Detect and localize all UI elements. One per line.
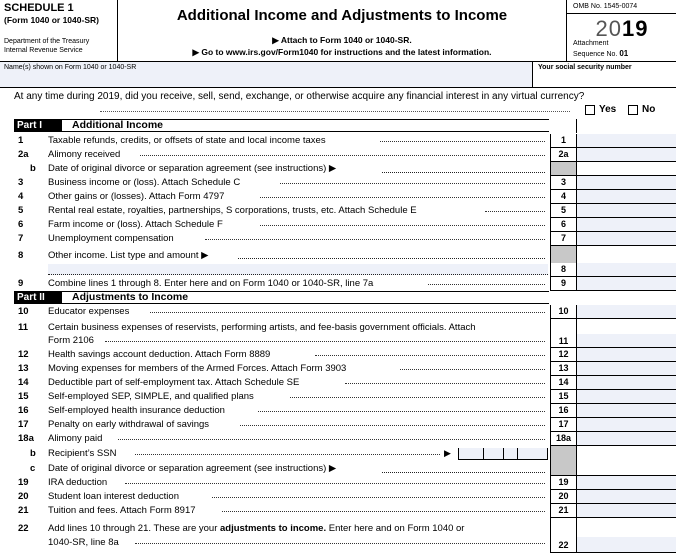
part-2-title: Adjustments to Income bbox=[72, 291, 189, 303]
schedule-id-block bbox=[0, 0, 118, 62]
line-10-amount[interactable] bbox=[576, 305, 676, 319]
schedule-subtitle: (Form 1040 or 1040-SR) bbox=[4, 15, 99, 25]
arrow-icon: ▶ bbox=[444, 448, 451, 458]
line-15 bbox=[0, 390, 676, 404]
leader-dots bbox=[260, 192, 545, 198]
blank-box bbox=[550, 518, 576, 537]
line-text bbox=[48, 523, 548, 535]
line-text-continued: Form 2106 bbox=[48, 335, 94, 346]
line-19 bbox=[0, 476, 676, 490]
ssn-label: Your social security number bbox=[538, 64, 632, 71]
line-box-label: 6 bbox=[550, 218, 576, 232]
leader-dots bbox=[345, 378, 545, 384]
line-number: b bbox=[30, 163, 36, 174]
divorce-date-input[interactable] bbox=[382, 165, 545, 173]
line-5-amount[interactable] bbox=[576, 204, 676, 218]
line-box-label: 17 bbox=[550, 418, 576, 432]
line-text: Educator expenses bbox=[48, 306, 130, 317]
line-21-amount[interactable] bbox=[576, 504, 676, 518]
line-box-label: 12 bbox=[550, 348, 576, 362]
omb-block bbox=[566, 0, 676, 62]
line-2a bbox=[0, 148, 676, 162]
line-number: 20 bbox=[18, 491, 29, 502]
line-4 bbox=[0, 190, 676, 204]
leader-dots bbox=[150, 307, 545, 313]
line-18a-amount[interactable] bbox=[576, 432, 676, 446]
omb-number: OMB No. 1545-0074 bbox=[567, 0, 676, 14]
line-22-amount[interactable] bbox=[576, 537, 676, 553]
blank-amount bbox=[576, 162, 676, 176]
line-text: Alimony received bbox=[48, 149, 121, 160]
leader-dots bbox=[485, 206, 545, 212]
line-7 bbox=[0, 232, 676, 246]
leader-dots bbox=[400, 364, 545, 370]
line-box-label: 19 bbox=[550, 476, 576, 490]
line-6 bbox=[0, 218, 676, 232]
blank-amount bbox=[576, 246, 676, 263]
leader-dots bbox=[260, 220, 545, 226]
line-text: Combine lines 1 through 8. Enter here and on Form 1040 or 1040-SR, line 7a bbox=[48, 278, 374, 289]
line-number: 9 bbox=[18, 278, 24, 289]
ssn-divider bbox=[483, 448, 484, 460]
line-number: 15 bbox=[18, 391, 29, 402]
line-6-amount[interactable] bbox=[576, 218, 676, 232]
no-label: No bbox=[642, 104, 656, 115]
line-text: Moving expenses for members of the Armed Forces. Attach Form 3903 bbox=[48, 363, 347, 374]
line-text: Taxable refunds, credits, or offsets of state and local income taxes bbox=[48, 135, 326, 146]
line-number: 17 bbox=[18, 419, 29, 430]
line-22-text-a: Add lines 10 through 21. These are your bbox=[48, 523, 218, 534]
line-20 bbox=[0, 490, 676, 504]
divorce-date-input-18c[interactable] bbox=[382, 465, 545, 473]
line-21 bbox=[0, 504, 676, 518]
line-number: 10 bbox=[18, 306, 29, 317]
line-box-label: 21 bbox=[550, 504, 576, 518]
title-block bbox=[118, 0, 566, 62]
line-number: 2a bbox=[18, 149, 29, 160]
leader-dots bbox=[280, 178, 545, 184]
line-9 bbox=[0, 277, 676, 291]
line-13-amount[interactable] bbox=[576, 362, 676, 376]
line-number: 16 bbox=[18, 405, 29, 416]
line-14 bbox=[0, 376, 676, 390]
ssn-divider bbox=[517, 448, 518, 460]
part-1-header bbox=[14, 119, 549, 132]
leader-dots bbox=[125, 478, 545, 484]
line-text-continued: 1040-SR, line 8a bbox=[48, 537, 119, 548]
line-16 bbox=[0, 404, 676, 418]
line-box-label: 5 bbox=[550, 204, 576, 218]
line-number: c bbox=[30, 463, 36, 474]
line-1-amount[interactable] bbox=[576, 134, 676, 148]
line-text: Certain business expenses of reservists, performing artists, and fee-basis government officials. Attach bbox=[48, 322, 476, 333]
leader-dots bbox=[135, 538, 545, 544]
line-text: Recipient’s SSN bbox=[48, 448, 117, 459]
tax-year-suffix: 19 bbox=[622, 16, 649, 41]
line-text: Date of original divorce or separation agreement (see instructions) ▶ bbox=[48, 463, 337, 474]
no-checkbox[interactable] bbox=[628, 105, 638, 115]
line-number: 11 bbox=[18, 322, 29, 333]
line-4-amount[interactable] bbox=[576, 190, 676, 204]
line-5 bbox=[0, 204, 676, 218]
line-number: 12 bbox=[18, 349, 29, 360]
line-number: 4 bbox=[18, 191, 24, 202]
line-17 bbox=[0, 418, 676, 432]
line-box-label: 20 bbox=[550, 490, 576, 504]
attachment-label: Attachment bbox=[573, 40, 609, 47]
line-number: 6 bbox=[18, 219, 24, 230]
shaded-box bbox=[550, 246, 576, 263]
leader-dots bbox=[380, 136, 545, 142]
line-box-label: 8 bbox=[550, 263, 576, 277]
line-18c bbox=[0, 462, 676, 476]
line-1 bbox=[0, 134, 676, 148]
line-text: Other income. List type and amount ▶ bbox=[48, 250, 209, 261]
department-line: Department of the Treasury bbox=[4, 38, 90, 45]
line-number: b bbox=[30, 448, 36, 459]
attach-instruction: ▶ Attach to Form 1040 or 1040-SR. bbox=[272, 35, 412, 45]
leader-dots bbox=[140, 150, 545, 156]
line-text: Student loan interest deduction bbox=[48, 491, 179, 502]
line-16-amount[interactable] bbox=[576, 404, 676, 418]
line-box-label: 11 bbox=[550, 334, 576, 348]
schedule-title: SCHEDULE 1 bbox=[4, 2, 74, 14]
line-text: Self-employed SEP, SIMPLE, and qualified plans bbox=[48, 391, 254, 402]
sequence-line bbox=[573, 49, 628, 58]
line-box-label: 3 bbox=[550, 176, 576, 190]
line-box-label: 7 bbox=[550, 232, 576, 246]
blank-box bbox=[550, 319, 576, 334]
line-box-label: 14 bbox=[550, 376, 576, 390]
line-11 bbox=[0, 319, 676, 348]
line-number: 13 bbox=[18, 363, 29, 374]
names-label: Name(s) shown on Form 1040 or 1040-SR bbox=[4, 64, 137, 71]
leader-dots bbox=[240, 420, 545, 426]
part-2-tag: Part II bbox=[14, 292, 62, 303]
question-leader-dots bbox=[100, 106, 570, 112]
line-box-label: 10 bbox=[550, 305, 576, 319]
other-income-second-line[interactable] bbox=[48, 264, 548, 275]
line-3 bbox=[0, 176, 676, 190]
line-text: Deductible part of self-employment tax. Attach Schedule SE bbox=[48, 377, 300, 388]
ssn-divider bbox=[503, 448, 504, 460]
line-box-label: 1 bbox=[550, 134, 576, 148]
line-12-amount[interactable] bbox=[576, 348, 676, 362]
line-2a-amount[interactable] bbox=[576, 148, 676, 162]
line-number: 3 bbox=[18, 177, 24, 188]
line-text: Date of original divorce or separation agreement (see instructions) ▶ bbox=[48, 163, 337, 174]
line-number: 22 bbox=[18, 523, 29, 534]
line-19-amount[interactable] bbox=[576, 476, 676, 490]
line-17-amount[interactable] bbox=[576, 418, 676, 432]
leader-dots bbox=[118, 434, 545, 440]
part-1-title: Additional Income bbox=[72, 119, 164, 131]
blank-amount bbox=[576, 518, 676, 537]
leader-dots bbox=[135, 449, 440, 455]
form-header bbox=[0, 0, 676, 62]
virtual-currency-question: At any time during 2019, did you receive, sell, send, exchange, or otherwise acquire any financial interest in any virtual currency? bbox=[14, 91, 585, 102]
line-11-amount[interactable] bbox=[576, 334, 676, 348]
line-box-label: 4 bbox=[550, 190, 576, 204]
leader-dots bbox=[205, 234, 545, 240]
line-8 bbox=[0, 246, 676, 277]
line-box-label: 22 bbox=[550, 537, 576, 553]
line-text: Alimony paid bbox=[48, 433, 103, 444]
line-20-amount[interactable] bbox=[576, 490, 676, 504]
line-14-amount[interactable] bbox=[576, 376, 676, 390]
line-text: Tuition and fees. Attach Form 8917 bbox=[48, 505, 196, 516]
part-2-header bbox=[14, 291, 549, 304]
line-22 bbox=[0, 518, 676, 555]
line-text: Business income or (loss). Attach Schedule C bbox=[48, 177, 241, 188]
line-number: 14 bbox=[18, 377, 29, 388]
irs-line: Internal Revenue Service bbox=[4, 47, 83, 54]
line-7-amount[interactable] bbox=[576, 232, 676, 246]
leader-dots bbox=[290, 392, 545, 398]
names-input[interactable] bbox=[0, 62, 533, 87]
line-box-label: 18a bbox=[550, 432, 576, 446]
line-2b bbox=[0, 162, 676, 176]
line-8-amount[interactable] bbox=[576, 263, 676, 277]
sequence-number: 01 bbox=[619, 49, 629, 58]
form-title: Additional Income and Adjustments to Income bbox=[176, 7, 508, 24]
yes-checkbox[interactable] bbox=[585, 105, 595, 115]
line-9-amount[interactable] bbox=[576, 277, 676, 291]
line-number: 1 bbox=[18, 135, 24, 146]
line-18b bbox=[0, 446, 676, 462]
part-1-tag: Part I bbox=[14, 120, 62, 131]
line-box-label: 15 bbox=[550, 390, 576, 404]
line-number: 5 bbox=[18, 205, 24, 216]
line-number: 7 bbox=[18, 233, 24, 244]
yes-label: Yes bbox=[599, 104, 617, 115]
line-box-label: 13 bbox=[550, 362, 576, 376]
shaded-box bbox=[550, 162, 576, 176]
blank-amount bbox=[576, 319, 676, 334]
other-income-type-input[interactable] bbox=[238, 251, 545, 259]
line-text: Self-employed health insurance deduction bbox=[48, 405, 225, 416]
leader-dots bbox=[212, 492, 545, 498]
leader-dots bbox=[428, 279, 545, 285]
leader-dots bbox=[315, 350, 545, 356]
line-22-text-c: Enter here and on Form 1040 or bbox=[328, 523, 465, 534]
line-12 bbox=[0, 348, 676, 362]
line-text: Other gains or (losses). Attach Form 4797 bbox=[48, 191, 225, 202]
leader-dots bbox=[222, 506, 545, 512]
amount-column-header bbox=[576, 119, 676, 133]
tax-year-prefix: 20 bbox=[595, 16, 622, 41]
sequence-label: Sequence No. bbox=[573, 51, 618, 58]
tax-year bbox=[567, 16, 676, 42]
line-13 bbox=[0, 362, 676, 376]
taxpayer-info-row bbox=[0, 62, 676, 88]
line-number: 8 bbox=[18, 250, 24, 261]
line-number: 21 bbox=[18, 505, 29, 516]
line-box-label: 9 bbox=[550, 277, 576, 291]
line-18a bbox=[0, 432, 676, 446]
line-10 bbox=[0, 305, 676, 319]
line-3-amount[interactable] bbox=[576, 176, 676, 190]
line-box-label: 16 bbox=[550, 404, 576, 418]
line-15-amount[interactable] bbox=[576, 390, 676, 404]
leader-dots bbox=[105, 336, 545, 342]
line-text: Rental real estate, royalties, partnerships, S corporations, trusts, etc. Attach Schedule E bbox=[48, 205, 417, 216]
line-number: 18a bbox=[18, 433, 34, 444]
line-box-label: 2a bbox=[550, 148, 576, 162]
recipient-ssn-input[interactable] bbox=[458, 448, 548, 460]
line-text: IRA deduction bbox=[48, 477, 108, 488]
line-text: Health savings account deduction. Attach Form 8889 bbox=[48, 349, 271, 360]
line-text: Unemployment compensation bbox=[48, 233, 174, 244]
line-number: 19 bbox=[18, 477, 29, 488]
website-instruction: ▶ Go to www.irs.gov/Form1040 for instructions and the latest information. bbox=[192, 47, 492, 57]
line-text: Penalty on early withdrawal of savings bbox=[48, 419, 210, 430]
leader-dots bbox=[258, 406, 545, 412]
line-text: Farm income or (loss). Attach Schedule F bbox=[48, 219, 223, 230]
line-22-text-bold: adjustments to income. bbox=[220, 523, 327, 534]
